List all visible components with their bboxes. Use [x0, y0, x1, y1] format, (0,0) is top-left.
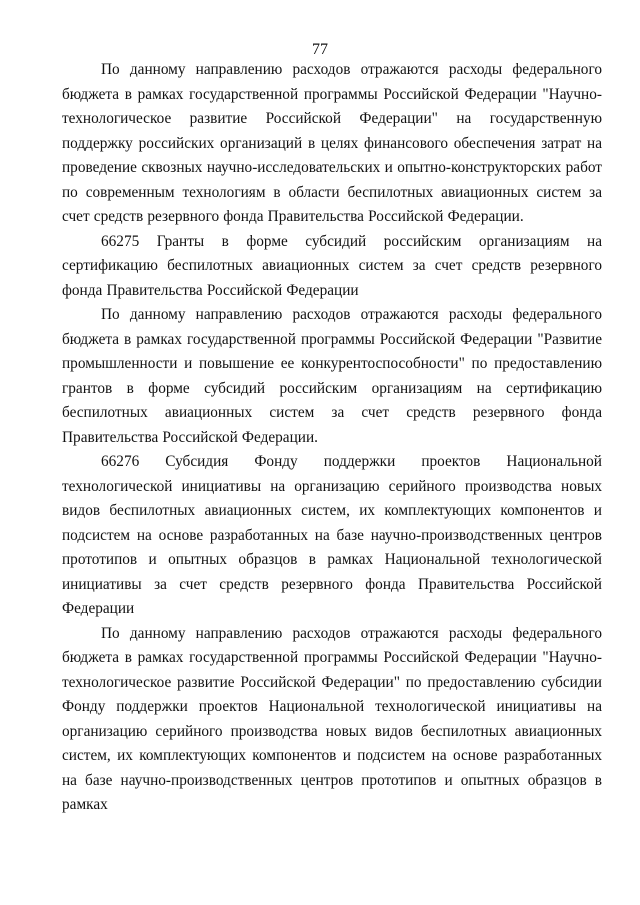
page-number: 77 [312, 41, 328, 58]
paragraph-expense-description-2: По данному направлению расходов отражаются расходы федерального бюджета в рамках государственной программы Российской Федерации "Развитие промышленности и повышение ее конкурентоспособности" по предоставлению грантов в форме субсидий российским организациям на сертификацию беспилотных авиационных систем за счет средств резервного фонда Правительства Российской Федерации. [62, 306, 602, 446]
paragraph-code-66275-title: 66275 Гранты в форме субсидий российским организациям на сертификацию беспилотных авиационных систем за счет средств резервного фонда Правительства Российской Федерации [62, 232, 602, 299]
paragraph-code-66276-title: 66276 Субсидия Фонду поддержки проектов Национальной технологической инициативы на организацию серийного производства новых видов беспилотных авиационных систем, их комплектующих компонентов и подсистем на основе разработанных на базе научно-производственных центров прототипов и опытных образцов в рамках Национальной технологической инициативы за счет средств резервного фонда Правительства Российской Федерации [62, 453, 602, 617]
paragraph-expense-description-3: По данному направлению расходов отражаются расходы федерального бюджета в рамках государственной программы Российской Федерации "Научно-технологическое развитие Российской Федерации" по предоставлению субсидии Фонду поддержки проектов Национальной технологической инициативы на организацию серийного производства новых видов беспилотных авиационных систем, их комплектующих компонентов и подсистем на основе разработанных на базе научно-производственных центров прототипов и опытных образцов в рамках [62, 624, 602, 813]
document-body [62, 58, 602, 818]
paragraph-expense-description-1: По данному направлению расходов отражаются расходы федерального бюджета в рамках государственной программы Российской Федерации "Научно-технологическое развитие Российской Федерации" на государственную поддержку российских организаций в целях финансового обеспечения затрат на проведение сквозных научно-исследовательских и опытно-конструкторских работ по современным технологиям в области беспилотных авиационных систем за счет средств резервного фонда Правительства Российской Федерации. [62, 61, 602, 225]
